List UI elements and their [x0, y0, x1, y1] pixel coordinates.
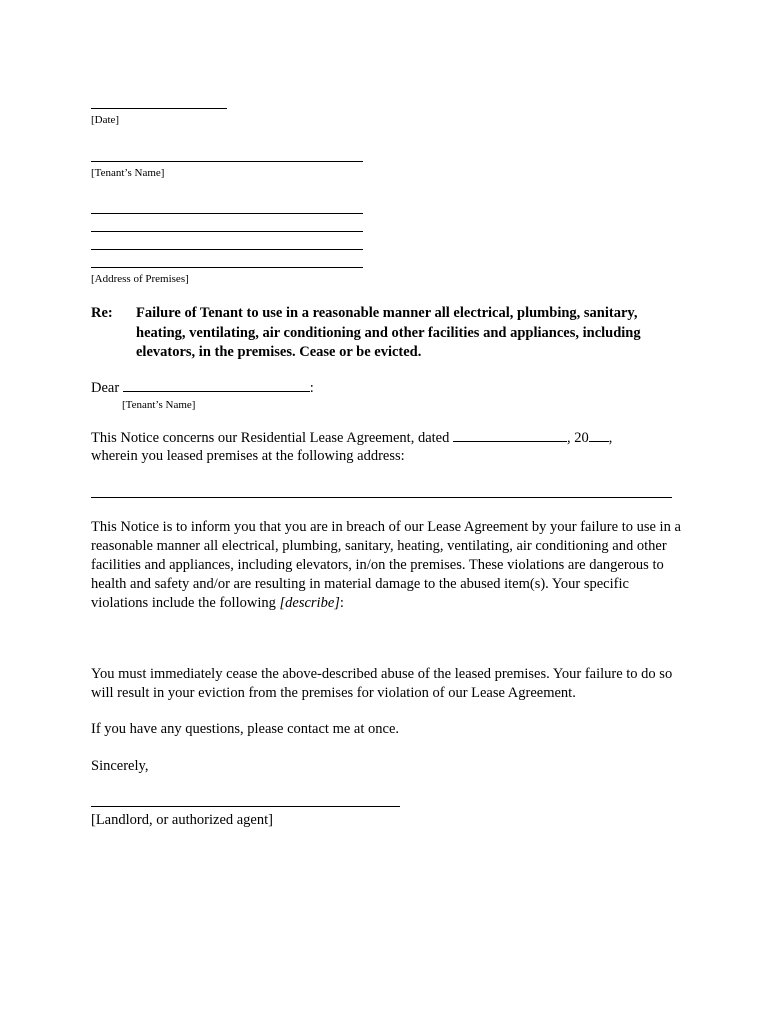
salutation-caption: [Tenant’s Name] [122, 399, 196, 411]
breach-text: This Notice is to inform you that you are in breach of our Lease Agreement by your failure to use in a reasonable manner all electrical, plumbing, sanitary, heating, ventilating, air conditioning and other facilities and appliances, including elevators, in/on the premises. These violations are dangerous to health and safety and/or are resulting in material damage to the abused item(s). Your specific violations include the following [91, 519, 681, 611]
date-line[interactable] [91, 108, 227, 109]
lease-date-blank[interactable] [453, 428, 567, 442]
re-subject: Failure of Tenant to use in a reasonable manner all electrical, plumbing, sanitary, heating, ventilating, air conditioning and other facilities and appliances, including elevators, in the premises. Cease or be evicted. [136, 305, 641, 360]
address-label: [Address of Premises] [91, 273, 189, 285]
notice-line-2: wherein you leased premises at the following address: [91, 448, 405, 464]
salutation-colon: : [309, 380, 314, 396]
year-prefix: , 20 [566, 430, 589, 446]
breach-paragraph [91, 518, 689, 613]
notice-text: This Notice concerns our Residential Lease Agreement, dated [91, 430, 450, 446]
address-line-3[interactable] [91, 249, 363, 250]
tenant-name-line[interactable] [91, 161, 363, 162]
re-label: Re: [91, 305, 113, 321]
tenant-name-label: [Tenant’s Name] [91, 167, 165, 179]
tenant-name-blank[interactable] [123, 378, 310, 392]
address-line-2[interactable] [91, 231, 363, 232]
signature-label: [Landlord, or authorized agent] [91, 812, 273, 828]
notice-trailing-comma: , [608, 430, 613, 446]
cease-paragraph: You must immediately cease the above-described abuse of the leased premises. Your failure to do so will result in your eviction from the premises for violation of our Lease Agreement. [91, 666, 673, 701]
year-blank[interactable] [589, 428, 609, 442]
describe-placeholder: [describe] [279, 595, 340, 611]
salutation [91, 378, 314, 398]
address-line-1[interactable] [91, 213, 363, 214]
salutation-word: Dear [91, 380, 120, 396]
questions-paragraph: If you have any questions, please contact me at once. [91, 721, 400, 737]
date-label: [Date] [91, 114, 120, 126]
breach-colon: : [339, 595, 344, 611]
address-line-4[interactable] [91, 267, 363, 268]
closing: Sincerely, [91, 758, 149, 774]
notice-line-1 [91, 428, 612, 448]
signature-line[interactable] [91, 806, 400, 807]
premises-address-line[interactable] [91, 497, 672, 498]
